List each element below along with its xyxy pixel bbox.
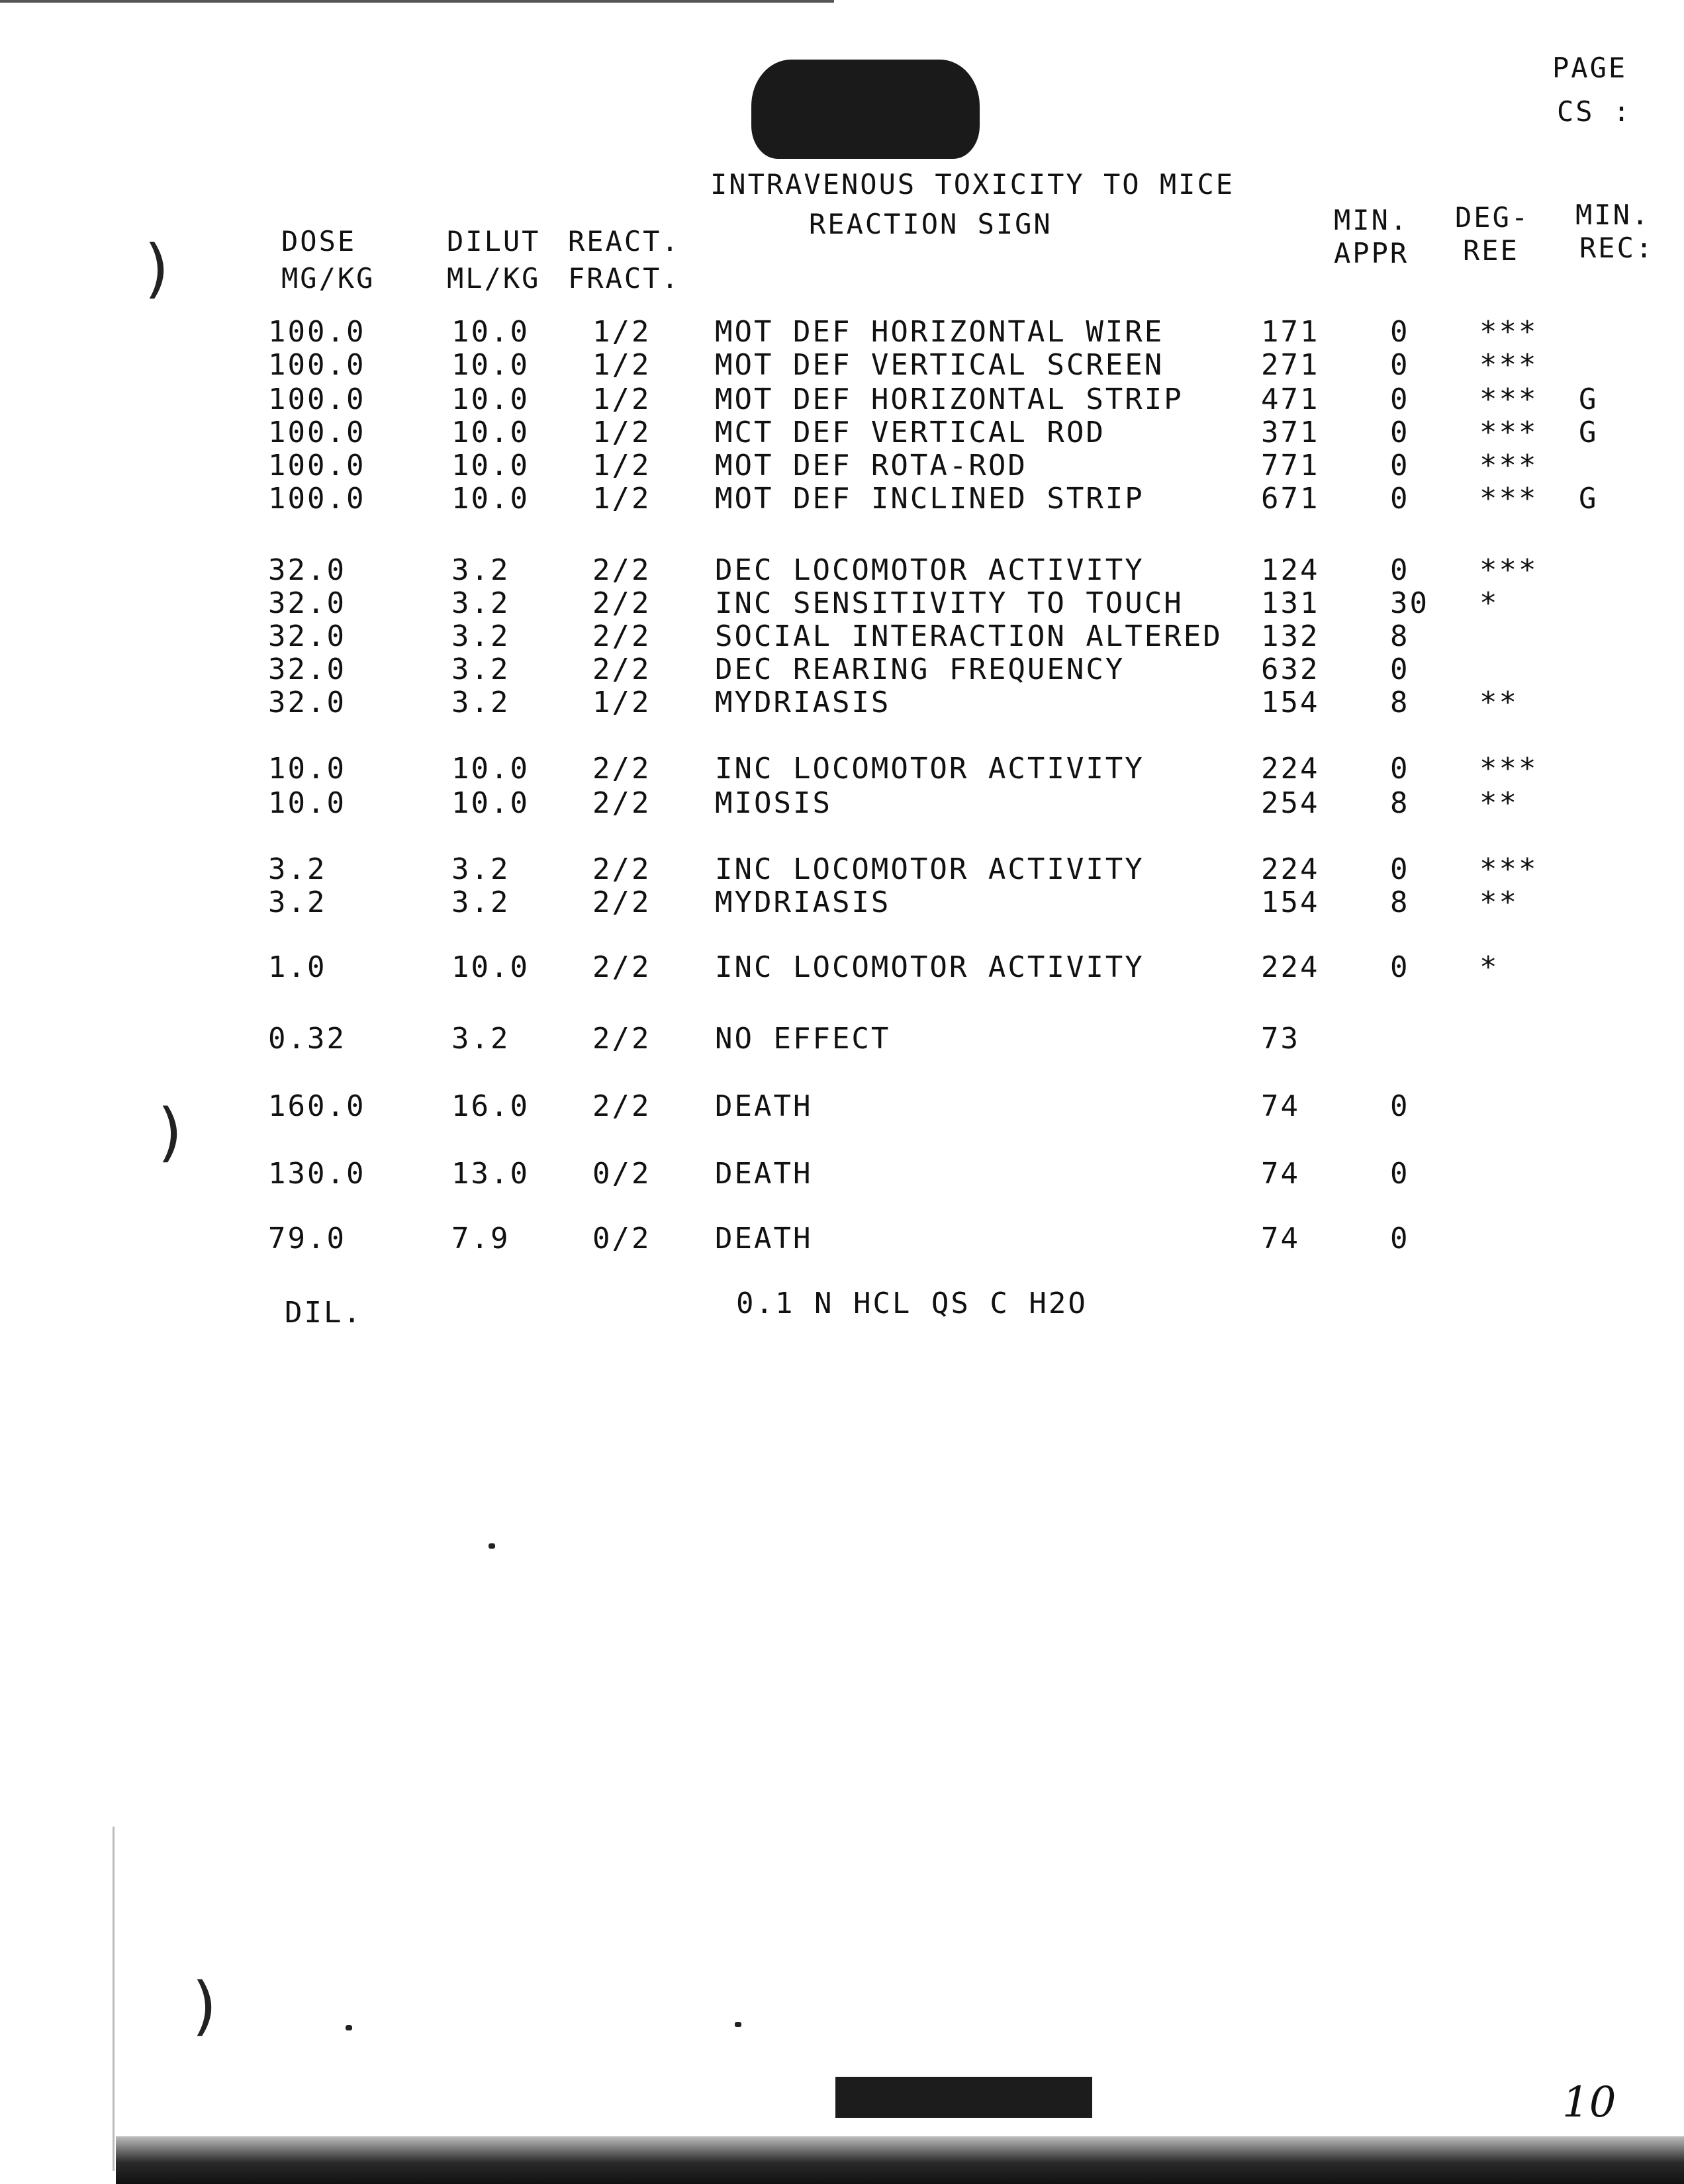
react-fraction-cell: 2/2 [592, 619, 651, 653]
min-rec-cell: G [1579, 482, 1599, 516]
header-degree-2: REE [1463, 234, 1519, 267]
reaction-sign-cell: INC SENSITIVITY TO TOUCH [715, 586, 1184, 620]
min-appr-cell: 0 [1390, 1089, 1410, 1123]
degree-cell: *** [1479, 449, 1538, 482]
degree-cell: *** [1479, 752, 1538, 786]
dose-cell: 130.0 [268, 1157, 366, 1191]
min-appr-cell: 0 [1390, 315, 1410, 349]
sign-code-cell: 131 [1261, 586, 1320, 620]
react-fraction-cell: 2/2 [592, 886, 651, 919]
min-appr-cell: 0 [1390, 752, 1410, 786]
header-dilut-1: DILUT [447, 225, 541, 257]
sign-code-cell: 74 [1261, 1222, 1300, 1255]
dilut-cell: 10.0 [451, 449, 530, 482]
header-degree-1: DEG- [1455, 201, 1530, 234]
sign-code-cell: 132 [1261, 619, 1320, 653]
reaction-sign-cell: INC LOCOMOTOR ACTIVITY [715, 752, 1145, 786]
redaction-block-top [751, 60, 980, 159]
redaction-block-bottom [835, 2077, 1092, 2118]
dilut-cell: 3.2 [451, 586, 510, 620]
sign-code-cell: 371 [1261, 416, 1320, 449]
degree-cell: *** [1479, 553, 1538, 587]
header-react-2: FRACT. [568, 262, 680, 295]
min-appr-cell: 8 [1390, 886, 1410, 919]
header-dose-1: DOSE [281, 225, 357, 257]
dilut-cell: 7.9 [451, 1222, 510, 1255]
reaction-sign-cell: MOT DEF INCLINED STRIP [715, 482, 1145, 516]
reaction-sign-cell: MYDRIASIS [715, 886, 891, 919]
dose-cell: 100.0 [268, 348, 366, 382]
reaction-sign-cell: INC LOCOMOTOR ACTIVITY [715, 852, 1145, 886]
min-appr-cell: 8 [1390, 786, 1410, 820]
min-rec-cell: G [1579, 416, 1599, 449]
min-rec-cell: G [1579, 383, 1599, 416]
degree-cell: *** [1479, 416, 1538, 449]
min-appr-cell: 0 [1390, 1157, 1410, 1191]
binder-hole-mark: ) [192, 1969, 217, 2043]
sign-code-cell: 224 [1261, 752, 1320, 786]
degree-cell: *** [1479, 315, 1538, 349]
react-fraction-cell: 1/2 [592, 482, 651, 516]
handwritten-page-number: 10 [1562, 2078, 1616, 2127]
sign-code-cell: 224 [1261, 852, 1320, 886]
dilut-cell: 10.0 [451, 786, 530, 820]
react-fraction-cell: 2/2 [592, 852, 651, 886]
sign-code-cell: 171 [1261, 315, 1320, 349]
scan-speck [735, 2022, 741, 2027]
degree-cell: *** [1479, 383, 1538, 416]
dose-cell: 3.2 [268, 852, 327, 886]
reaction-sign-cell: MOT DEF ROTA-ROD [715, 449, 1027, 482]
degree-cell: *** [1479, 852, 1538, 886]
sign-code-cell: 74 [1261, 1157, 1300, 1191]
diluent-label: DIL. [285, 1296, 363, 1330]
dose-cell: 32.0 [268, 553, 346, 587]
min-appr-cell: 0 [1390, 1222, 1410, 1255]
dilut-cell: 10.0 [451, 383, 530, 416]
reaction-sign-cell: DEATH [715, 1089, 813, 1123]
dilut-cell: 3.2 [451, 653, 510, 686]
scan-speck [346, 2025, 352, 2030]
reaction-sign-cell: DEATH [715, 1157, 813, 1191]
sign-code-cell: 73 [1261, 1022, 1300, 1056]
min-appr-cell: 8 [1390, 686, 1410, 719]
reaction-sign-cell: SOCIAL INTERACTION ALTERED [715, 619, 1223, 653]
header-minappr-2: APPR [1334, 237, 1409, 269]
react-fraction-cell: 2/2 [592, 653, 651, 686]
dose-cell: 100.0 [268, 383, 366, 416]
sign-code-cell: 224 [1261, 950, 1320, 984]
sign-code-cell: 74 [1261, 1089, 1300, 1123]
header-minappr-1: MIN. [1334, 204, 1409, 236]
header-react-1: REACT. [568, 225, 680, 257]
page-code: CS : [1557, 95, 1632, 128]
dose-cell: 32.0 [268, 586, 346, 620]
react-fraction-cell: 2/2 [592, 786, 651, 820]
sign-code-cell: 632 [1261, 653, 1320, 686]
reaction-sign-cell: MYDRIASIS [715, 686, 891, 719]
reaction-sign-cell: NO EFFECT [715, 1022, 891, 1056]
min-appr-cell: 0 [1390, 348, 1410, 382]
sign-code-cell: 471 [1261, 383, 1320, 416]
sign-code-cell: 771 [1261, 449, 1320, 482]
sign-code-cell: 671 [1261, 482, 1320, 516]
react-fraction-cell: 0/2 [592, 1222, 651, 1255]
reaction-sign-cell: MOT DEF VERTICAL SCREEN [715, 348, 1164, 382]
reaction-sign-cell: DEC REARING FREQUENCY [715, 653, 1125, 686]
min-appr-cell: 0 [1390, 852, 1410, 886]
dilut-cell: 3.2 [451, 886, 510, 919]
dilut-cell: 10.0 [451, 348, 530, 382]
reaction-sign-cell: INC LOCOMOTOR ACTIVITY [715, 950, 1145, 984]
sign-code-cell: 271 [1261, 348, 1320, 382]
dose-cell: 100.0 [268, 315, 366, 349]
header-minrec-2: REC: [1579, 232, 1655, 264]
dilut-cell: 10.0 [451, 482, 530, 516]
react-fraction-cell: 2/2 [592, 950, 651, 984]
sign-code-cell: 154 [1261, 686, 1320, 719]
react-fraction-cell: 2/2 [592, 1022, 651, 1056]
react-fraction-cell: 2/2 [592, 1089, 651, 1123]
reaction-sign-cell: MCT DEF VERTICAL ROD [715, 416, 1105, 449]
min-appr-cell: 0 [1390, 449, 1410, 482]
dose-cell: 160.0 [268, 1089, 366, 1123]
reaction-sign-cell: MIOSIS [715, 786, 832, 820]
min-appr-cell: 0 [1390, 482, 1410, 516]
react-fraction-cell: 1/2 [592, 686, 651, 719]
dose-cell: 32.0 [268, 653, 346, 686]
dilut-cell: 13.0 [451, 1157, 530, 1191]
dose-cell: 100.0 [268, 416, 366, 449]
dose-cell: 32.0 [268, 686, 346, 719]
degree-cell: *** [1479, 482, 1538, 516]
dose-cell: 10.0 [268, 752, 346, 786]
dilut-cell: 10.0 [451, 315, 530, 349]
scan-bottom-edge [116, 2136, 1684, 2184]
react-fraction-cell: 1/2 [592, 315, 651, 349]
dose-cell: 32.0 [268, 619, 346, 653]
dilut-cell: 3.2 [451, 686, 510, 719]
scan-speck [489, 1543, 495, 1549]
dilut-cell: 10.0 [451, 416, 530, 449]
dose-cell: 100.0 [268, 482, 366, 516]
header-dilut-2: ML/KG [447, 262, 541, 295]
sign-code-cell: 154 [1261, 886, 1320, 919]
header-reaction-sign: REACTION SIGN [809, 208, 1052, 240]
dose-cell: 10.0 [268, 786, 346, 820]
react-fraction-cell: 1/2 [592, 416, 651, 449]
reaction-sign-cell: MOT DEF HORIZONTAL WIRE [715, 315, 1164, 349]
binder-hole-mark: ) [158, 1095, 183, 1169]
dilut-cell: 3.2 [451, 852, 510, 886]
dose-cell: 3.2 [268, 886, 327, 919]
min-appr-cell: 0 [1390, 416, 1410, 449]
dilut-cell: 3.2 [451, 619, 510, 653]
react-fraction-cell: 2/2 [592, 586, 651, 620]
react-fraction-cell: 0/2 [592, 1157, 651, 1191]
min-appr-cell: 0 [1390, 950, 1410, 984]
binder-hole-mark: ) [144, 232, 169, 306]
page-title: INTRAVENOUS TOXICITY TO MICE [710, 168, 1235, 201]
header-dose-2: MG/KG [281, 262, 375, 295]
dilut-cell: 10.0 [451, 752, 530, 786]
react-fraction-cell: 1/2 [592, 383, 651, 416]
min-appr-cell: 8 [1390, 619, 1410, 653]
react-fraction-cell: 2/2 [592, 553, 651, 587]
react-fraction-cell: 1/2 [592, 348, 651, 382]
react-fraction-cell: 1/2 [592, 449, 651, 482]
diluent-value: 0.1 N HCL QS C H2O [736, 1287, 1088, 1320]
header-minrec-1: MIN. [1575, 199, 1651, 231]
sign-code-cell: 124 [1261, 553, 1320, 587]
sign-code-cell: 254 [1261, 786, 1320, 820]
min-appr-cell: 0 [1390, 553, 1410, 587]
min-appr-cell: 0 [1390, 653, 1410, 686]
reaction-sign-cell: DEC LOCOMOTOR ACTIVITY [715, 553, 1145, 587]
degree-cell: * [1479, 586, 1499, 620]
dose-cell: 79.0 [268, 1222, 346, 1255]
reaction-sign-cell: MOT DEF HORIZONTAL STRIP [715, 383, 1184, 416]
degree-cell: *** [1479, 348, 1538, 382]
degree-cell: * [1479, 950, 1499, 984]
dilut-cell: 10.0 [451, 950, 530, 984]
dilut-cell: 3.2 [451, 1022, 510, 1056]
min-appr-cell: 0 [1390, 383, 1410, 416]
degree-cell: ** [1479, 686, 1519, 719]
scan-left-edge [113, 1827, 115, 2171]
dilut-cell: 16.0 [451, 1089, 530, 1123]
min-appr-cell: 30 [1390, 586, 1429, 620]
degree-cell: ** [1479, 886, 1519, 919]
degree-cell: ** [1479, 786, 1519, 820]
dose-cell: 1.0 [268, 950, 327, 984]
dilut-cell: 3.2 [451, 553, 510, 587]
dose-cell: 0.32 [268, 1022, 346, 1056]
dose-cell: 100.0 [268, 449, 366, 482]
react-fraction-cell: 2/2 [592, 752, 651, 786]
scan-top-edge [0, 0, 834, 3]
page-label: PAGE [1552, 52, 1628, 84]
reaction-sign-cell: DEATH [715, 1222, 813, 1255]
